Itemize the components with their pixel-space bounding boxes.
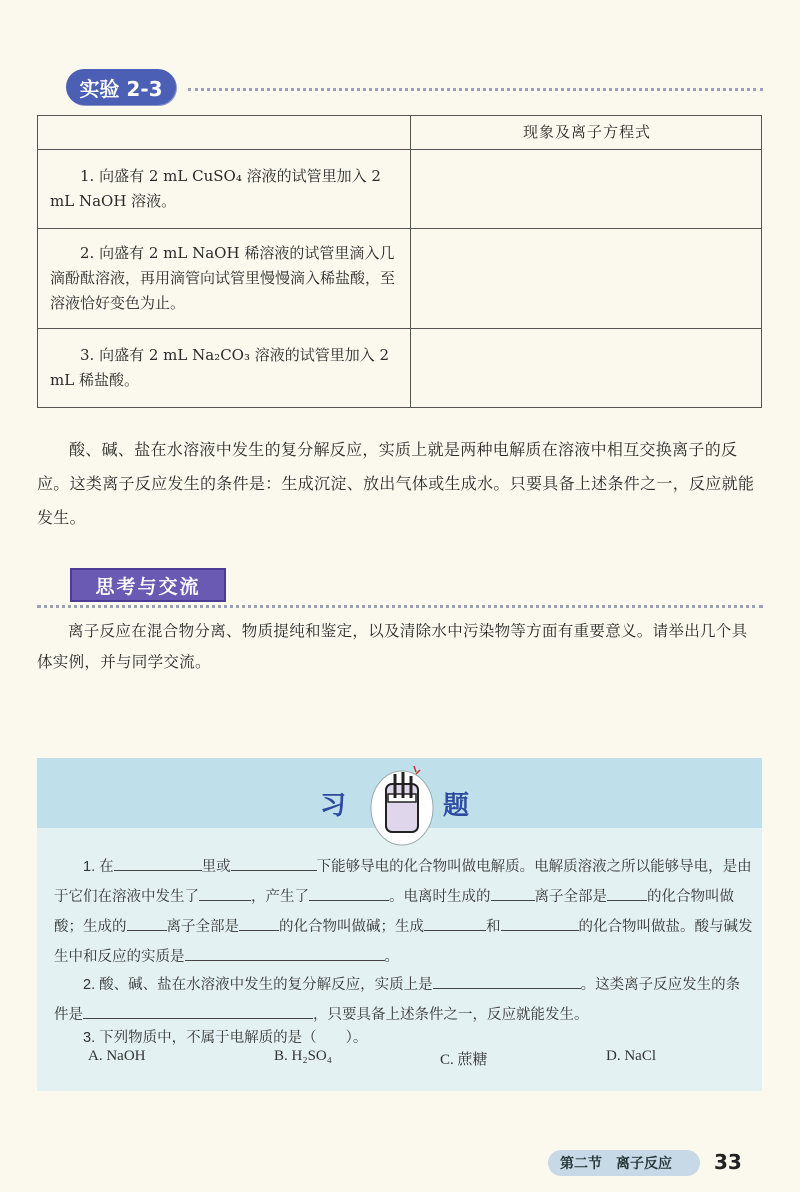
result-cell [411, 229, 762, 329]
answer-blank[interactable] [83, 1001, 313, 1019]
answer-blank[interactable] [127, 913, 167, 931]
table-header-empty [38, 116, 411, 150]
result-cell [411, 150, 762, 229]
footer-section-title: 第二节 离子反应 [560, 1156, 672, 1172]
answer-blank[interactable] [501, 913, 579, 931]
procedure-text: 3. 向盛有 2 mL Na₂CO₃ 溶液的试管里加入 2 mL 稀盐酸。 [50, 346, 390, 389]
exercise-question-1: 1. 在 里或 下能够导电的化合物叫做电解质。电解质溶液之所以能够导电，是由于它们在溶液中发生了 ，产生了 。电离时生成的 离子全部是 的化合物叫做酸；生成的 离子全部是 的化合物叫做碱；生成 和 的化合物叫做盐。酸与碱发生中和反应的实质是 。 [54, 852, 754, 972]
table-header-result: 现象及离子方程式 [411, 116, 762, 150]
answer-blank[interactable] [607, 883, 647, 901]
answer-blank[interactable] [309, 883, 389, 901]
body-paragraph: 酸、碱、盐在水溶液中发生的复分解反应，实质上就是两种电解质在溶液中相互交换离子的反应。这类离子反应发生的条件是：生成沉淀、放出气体或生成水。只要具备上述条件之一，反应就能发生。 [37, 440, 755, 527]
table-row [38, 229, 762, 329]
page-number: 33 [714, 1150, 742, 1174]
answer-blank[interactable] [199, 883, 251, 901]
think-discuss-text: 离子反应在混合物分离、物质提纯和鉴定，以及清除水中污染物等方面有重要意义。请举出几个具体实例，并与同学交流。 [37, 622, 748, 671]
answer-blank[interactable] [114, 853, 202, 871]
answer-blank[interactable] [491, 883, 535, 901]
exercise-title-left: 习 [320, 791, 347, 821]
notebook-pencil-icon [370, 764, 434, 846]
answer-blank[interactable] [239, 913, 279, 931]
option-b[interactable]: B. H₂SO₄ [274, 1048, 332, 1064]
exercise-question-2: 2. 酸、碱、盐在水溶液中发生的复分解反应，实质上是 。这类离子反应发生的条件是 ，只要具备上述条件之一，反应就能发生。 [54, 970, 754, 1030]
answer-blank[interactable] [424, 913, 486, 931]
exercise-question-3: 3. 下列物质中，不属于电解质的是（ ）。 [83, 1030, 368, 1046]
procedure-text: 2. 向盛有 2 mL NaOH 稀溶液的试管里滴入几滴酚酞溶液，再用滴管向试管里慢慢滴入稀盐酸，至溶液恰好变色为止。 [50, 244, 396, 312]
dotted-divider [37, 605, 763, 608]
think-discuss-label: 思考与交流 [70, 568, 226, 602]
table-row [38, 150, 762, 229]
result-cell [411, 329, 762, 408]
answer-blank[interactable] [231, 853, 317, 871]
exercise-title-right: 题 [443, 791, 470, 821]
table-row [38, 329, 762, 408]
experiment-table [37, 115, 762, 408]
option-a[interactable]: A. NaOH [88, 1048, 146, 1064]
dotted-divider [188, 88, 763, 91]
answer-blank[interactable] [185, 943, 385, 961]
experiment-label: 实验 2-3 [66, 69, 176, 105]
table-header-row [38, 116, 762, 150]
option-d[interactable]: D. NaCl [606, 1048, 656, 1064]
option-c[interactable]: C. 蔗糖 [440, 1052, 488, 1068]
answer-blank[interactable] [433, 971, 581, 989]
procedure-text: 1. 向盛有 2 mL CuSO₄ 溶液的试管里加入 2 mL NaOH 溶液。 [50, 167, 381, 210]
